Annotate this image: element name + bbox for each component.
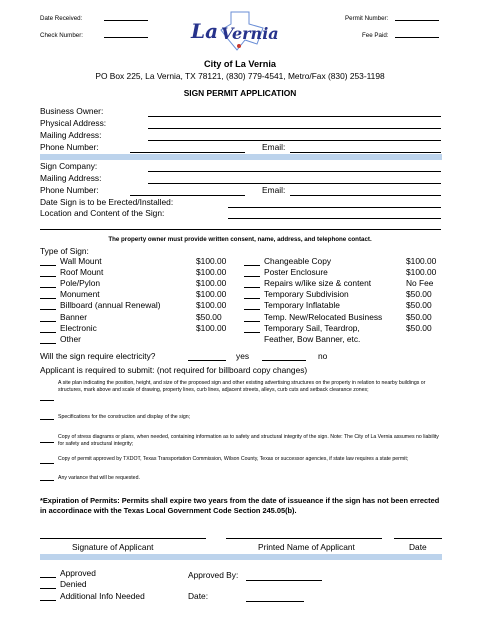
city-name: City of La Vernia: [204, 59, 276, 69]
sign-company-field[interactable]: [148, 171, 441, 172]
requirement-item: Copy of permit approved by TXDOT, Texas Transportation Commission, Wilson County, Texas or successor agencies, if state law requires a state permit;: [58, 456, 409, 462]
sign-type-checkbox[interactable]: [244, 298, 260, 299]
mailing-address-label: Mailing Address:: [40, 130, 102, 140]
approved-by-field[interactable]: [246, 580, 322, 581]
sign-type-name: Other: [60, 333, 81, 344]
sign-type-checkbox[interactable]: [40, 332, 56, 333]
section-divider: [40, 154, 442, 160]
signature-line[interactable]: [40, 538, 206, 539]
sign-type-checkbox[interactable]: [40, 343, 56, 344]
printed-name-line[interactable]: [226, 538, 382, 539]
additional-info-checkbox[interactable]: [40, 600, 56, 601]
sign-type-fee: $100.00: [196, 289, 227, 300]
requirement-item: Any variance that will be requested.: [58, 475, 140, 481]
svg-text:La: La: [191, 19, 219, 43]
approved-label: Approved: [60, 568, 96, 578]
sign-type-name: Electronic: [60, 322, 97, 333]
sign-type-label: Type of Sign:: [40, 246, 89, 256]
business-owner-field[interactable]: [148, 116, 441, 117]
city-address: PO Box 225, La Vernia, TX 78121, (830) 779-4541, Metro/Fax (830) 253-1198: [95, 71, 385, 81]
email-field[interactable]: [290, 152, 441, 153]
date-erected-label: Date Sign is to be Erected/Installed:: [40, 197, 174, 207]
requirement-item: A site plan indicating the position, height, and size of the proposed sign and other existing advertising structures on the property in relation to nearby buildings or structures, mark above and scale of drawing, property lines, curb lines, adjacent streets, alleys, curb cuts and setback clearance zones;: [58, 380, 426, 393]
sign-type-checkbox[interactable]: [40, 298, 56, 299]
sign-type-checkbox[interactable]: [244, 309, 260, 310]
requirement-item: Specifications for the construction and display of the sign;: [58, 414, 191, 420]
business-owner-label: Business Owner:: [40, 106, 104, 116]
company-email-field[interactable]: [290, 195, 441, 196]
sign-type-name: Changeable Copy: [264, 256, 332, 266]
physical-address-label: Physical Address:: [40, 118, 107, 128]
phone-number-field[interactable]: [130, 152, 245, 153]
office-date-field[interactable]: [246, 601, 304, 602]
sign-type-fee: $100.00: [196, 267, 227, 278]
sign-type-name: Temporary Subdivision: [264, 289, 349, 300]
sign-type-fee: $100.00: [196, 278, 227, 289]
date-received-label: Date Received:: [40, 15, 83, 22]
expiration-note: *Expiration of Permits: Permits shall expire two years from the date of issueance if the sign has not been errected in accordinace with the Texas Local Government Code Section 245.05(b).: [40, 496, 440, 515]
sign-type-name: Repairs w/like size & content: [264, 278, 372, 289]
date-label: Date: [409, 542, 427, 552]
sign-type-checkbox[interactable]: [40, 309, 56, 310]
physical-address-field[interactable]: [148, 128, 441, 129]
sign-type-fee: $50.00: [406, 300, 432, 311]
req-checkbox[interactable]: [40, 442, 54, 443]
la-vernia-logo: [183, 10, 293, 52]
denied-label: Denied: [60, 579, 87, 589]
sign-type-fee: $50.00: [406, 322, 432, 333]
consent-note: The property owner must provide written consent, name, address, and telephone contact.: [108, 236, 372, 243]
permit-number-field[interactable]: [395, 20, 439, 21]
sign-type-checkbox[interactable]: [244, 276, 260, 277]
company-mailing-label: Mailing Address:: [40, 173, 102, 183]
form-title: SIGN PERMIT APPLICATION: [183, 88, 297, 98]
printed-name-label: Printed Name of Applicant: [258, 542, 355, 552]
sign-type-checkbox[interactable]: [244, 287, 260, 288]
permit-number-label: Permit Number:: [345, 15, 389, 22]
sign-type-name: Wall Mount: [60, 256, 102, 266]
req-checkbox[interactable]: [40, 400, 54, 401]
electricity-question: Will the sign require electricity?: [40, 351, 156, 361]
sign-type-fee: $50.00: [196, 311, 222, 322]
electricity-yes-label: yes: [236, 351, 250, 361]
company-phone-field[interactable]: [130, 195, 245, 196]
sign-type-name: Roof Mount: [60, 267, 104, 278]
fee-paid-field[interactable]: [395, 37, 439, 38]
location-field[interactable]: [228, 218, 441, 219]
sign-type-name: Billboard (annual Renewal): [60, 300, 161, 311]
location-label: Location and Content of the Sign:: [40, 208, 165, 218]
date-line[interactable]: [394, 538, 442, 539]
signature-label: Signature of Applicant: [72, 542, 154, 552]
company-mailing-field[interactable]: [148, 183, 441, 184]
sign-type-fee: No Fee: [406, 278, 434, 289]
sign-type-name: Temp. New/Relocated Business: [264, 311, 383, 322]
sign-type-checkbox[interactable]: [244, 321, 260, 322]
denied-checkbox[interactable]: [40, 588, 56, 589]
date-received-field[interactable]: [104, 20, 148, 21]
requirement-item: Copy of stress diagrams or plans, when needed, containing information as to safety and structural integrity of the sign. Note: The City of La Vernia assumes no liability for safety and structural integrity;: [58, 434, 439, 447]
sign-type-fee: $100.00: [196, 322, 227, 333]
check-number-field[interactable]: [104, 37, 148, 38]
req-checkbox[interactable]: [40, 463, 54, 464]
date-erected-field[interactable]: [228, 207, 441, 208]
approved-by-label: Approved By:: [188, 570, 239, 580]
sign-type-name: Feather, Bow Banner, etc.: [264, 333, 361, 344]
electricity-no-label: no: [318, 351, 328, 361]
sign-type-fee: $50.00: [406, 289, 432, 300]
electricity-no-blank[interactable]: [262, 360, 306, 361]
sign-type-checkbox[interactable]: [40, 265, 56, 266]
sign-type-name: Monument: [60, 289, 100, 300]
company-email-label: Email:: [262, 185, 286, 195]
sign-company-label: Sign Company:: [40, 161, 98, 171]
fee-paid-label: Fee Paid:: [362, 32, 389, 39]
sign-type-name: Temporary Sail, Teardrop,: [264, 322, 360, 333]
sign-type-fee: $100.00: [406, 267, 437, 278]
svg-text:Vernia: Vernia: [221, 24, 279, 43]
location-field-2[interactable]: [40, 229, 441, 230]
approved-checkbox[interactable]: [40, 577, 56, 578]
sign-type-checkbox[interactable]: [40, 276, 56, 277]
req-checkbox[interactable]: [40, 480, 54, 481]
req-checkbox[interactable]: [40, 419, 54, 420]
section-divider: [40, 554, 442, 560]
office-date-label: Date:: [188, 591, 209, 601]
sign-type-checkbox[interactable]: [40, 321, 56, 322]
mailing-address-field[interactable]: [148, 140, 441, 141]
sign-type-name: Pole/Pylon: [60, 278, 101, 289]
electricity-yes-blank[interactable]: [188, 360, 226, 361]
check-number-label: Check Number:: [40, 32, 83, 39]
sign-type-checkbox[interactable]: [244, 332, 260, 333]
sign-type-name: Temporary Inflatable: [264, 300, 340, 311]
sign-type-fee: $100.00: [196, 300, 227, 311]
company-phone-label: Phone Number:: [40, 185, 99, 195]
sign-type-fee: $50.00: [406, 311, 432, 322]
additional-info-label: Additional Info Needed: [60, 591, 145, 601]
sign-type-fee: $100.00: [196, 256, 227, 266]
sign-type-checkbox[interactable]: [40, 287, 56, 288]
phone-number-label: Phone Number:: [40, 142, 99, 152]
email-label: Email:: [262, 142, 286, 152]
sign-type-name: Poster Enclosure: [264, 267, 328, 278]
sign-type-checkbox[interactable]: [244, 265, 260, 266]
sign-type-fee: $100.00: [406, 256, 437, 266]
submit-heading: Applicant is required to submit: (not required for billboard copy changes): [40, 365, 308, 375]
sign-type-name: Banner: [60, 311, 88, 322]
